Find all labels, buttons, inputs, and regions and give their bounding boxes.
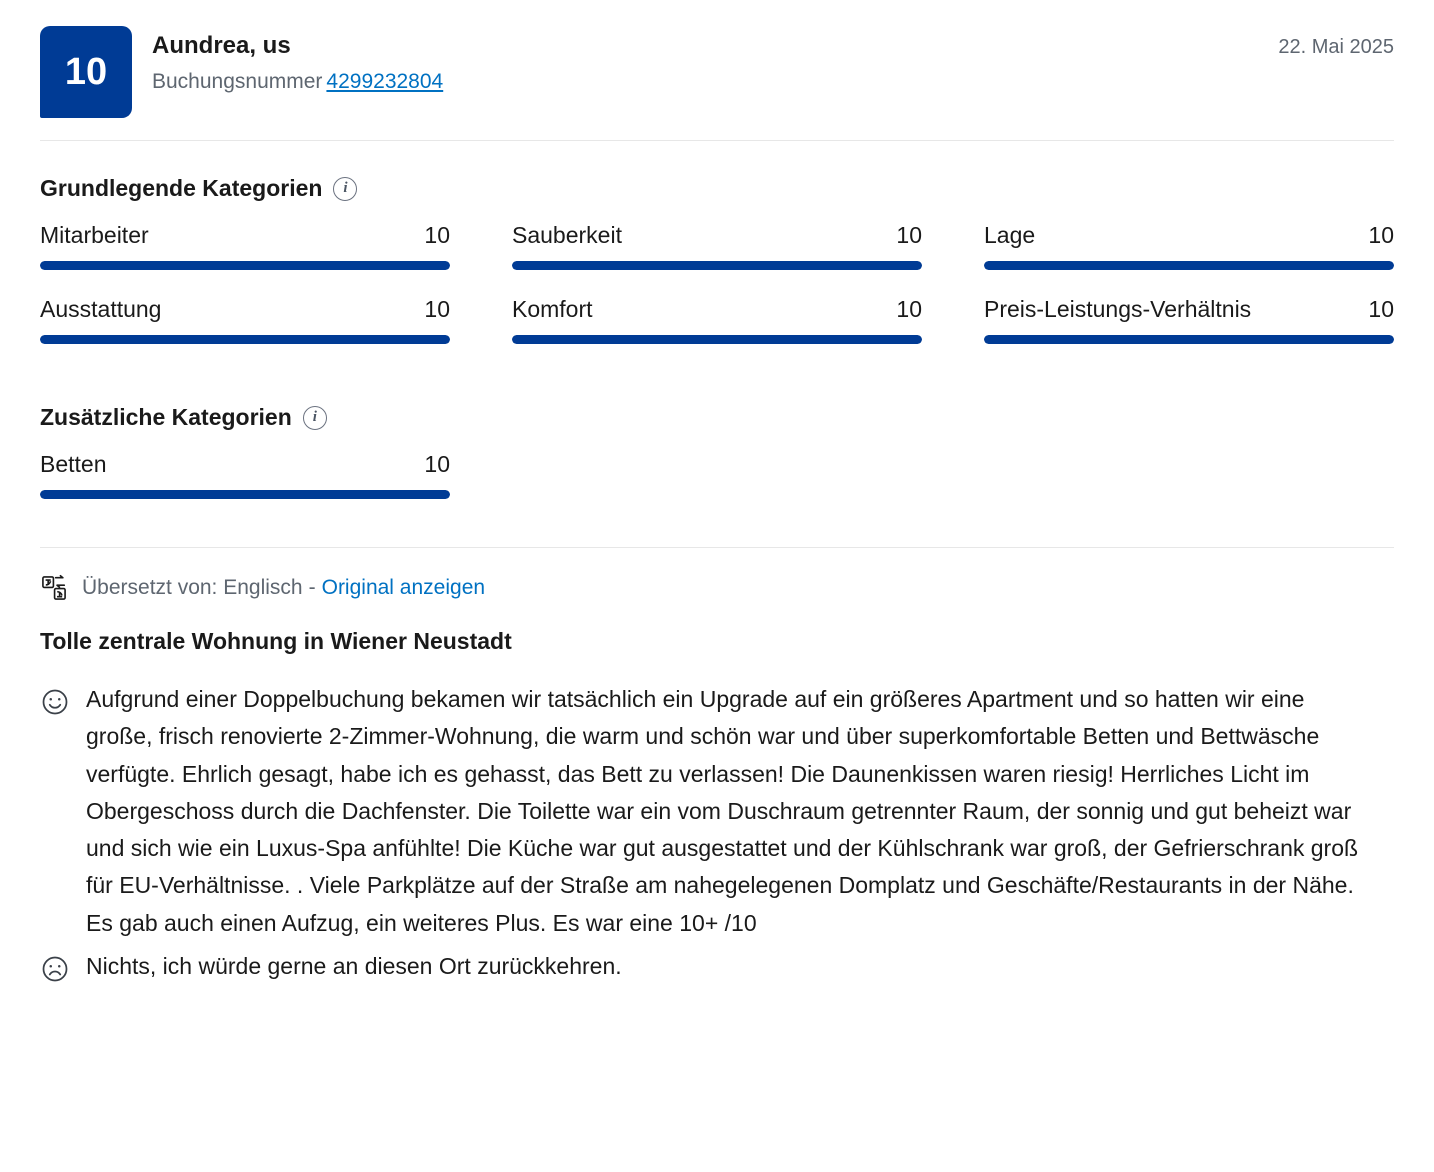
score-item xyxy=(984,296,1394,370)
score-value: 10 xyxy=(424,222,450,248)
score-bar-fill xyxy=(512,335,922,344)
score-bar-fill xyxy=(40,490,450,499)
score-value: 10 xyxy=(424,451,450,477)
review-negative-text: Nichts, ich würde gerne an diesen Ort zurückkehren. xyxy=(86,952,622,979)
score-label: Sauberkeit xyxy=(512,222,622,248)
info-icon[interactable]: i xyxy=(333,177,357,201)
booking-number-label: Buchungsnummer xyxy=(152,70,323,94)
translation-separator: - xyxy=(308,576,316,599)
review-header xyxy=(40,0,1394,140)
review-positive-text: Aufgrund einer Doppelbuchung bekamen wir tatsächlich ein Upgrade auf ein größeres Apartment und so hatten wir eine große, frisch renovierte 2-Zimmer-Wohnung, die warm und schön war und über superkomfortable Betten und Bettwäsche verfügte. Ehrlich gesagt, habe ich es gehasst, das Bett zu verlassen! Die Daunenkissen waren riesig! Herrliches Licht im Obergeschoss durch die Dachfenster. Die Toilette war ein vom Duschraum getrennter Raum, der sonnig und gut beheizt war und sich wie ein Luxus-Spa anfühlte! Die Küche war gut ausgestattet und der Kühlschrank war groß, der Gefrierschrank groß für EU-Verhältnisse. . Viele Parkplätze auf der Straße am nahegelegenen Domplatz und Geschäfte/Restaurants in der Nähe. Es gab auch einen Aufzug, ein weiteres Plus. Es war eine 10+ /10 xyxy=(86,686,1359,936)
score-item xyxy=(512,296,922,370)
score-item xyxy=(984,222,1394,296)
score-bar xyxy=(40,261,450,270)
score-item xyxy=(40,296,450,370)
frowny-face-icon xyxy=(40,954,70,984)
review-title: Tolle zentrale Wohnung in Wiener Neustadt xyxy=(40,628,512,654)
score-value: 10 xyxy=(1368,222,1394,248)
translation-row xyxy=(40,574,1394,602)
score-label: Ausstattung xyxy=(40,296,162,322)
translate-icon xyxy=(40,574,68,602)
score-label: Preis-Leistungs-Verhältnis xyxy=(984,296,1252,322)
review-score-badge: 10 xyxy=(40,26,132,118)
header-divider xyxy=(40,140,1394,141)
score-bar-fill xyxy=(40,335,450,344)
additional-categories-grid xyxy=(40,451,1394,547)
score-item xyxy=(40,222,450,296)
booking-line xyxy=(152,67,1278,96)
score-label: Lage xyxy=(984,222,1036,248)
translation-prefix: Übersetzt von: Englisch xyxy=(82,576,303,599)
basic-categories-title: Grundlegende Kategorien xyxy=(40,175,323,201)
score-label: Mitarbeiter xyxy=(40,222,149,248)
info-icon[interactable]: i xyxy=(303,406,327,430)
reviewer-name: Aundrea, us xyxy=(152,32,291,59)
score-value: 10 xyxy=(1368,296,1394,322)
score-bar xyxy=(40,490,450,499)
score-bar xyxy=(40,335,450,344)
score-bar xyxy=(512,335,922,344)
score-item xyxy=(512,222,922,296)
score-bar-fill xyxy=(40,261,450,270)
basic-categories-grid xyxy=(40,222,1394,370)
score-label: Betten xyxy=(40,451,107,477)
score-bar-fill xyxy=(984,335,1394,344)
additional-categories-title: Zusätzliche Kategorien xyxy=(40,404,292,430)
score-label: Komfort xyxy=(512,296,593,322)
score-item xyxy=(40,451,450,525)
show-original-link[interactable]: Original anzeigen xyxy=(321,576,486,599)
additional-categories-heading xyxy=(40,404,1394,431)
score-bar-fill xyxy=(984,261,1394,270)
review-date: 22. Mai 2025 xyxy=(1278,36,1394,58)
score-value: 10 xyxy=(424,296,450,322)
score-value: 10 xyxy=(896,296,922,322)
score-bar xyxy=(984,261,1394,270)
smiley-face-icon xyxy=(40,687,70,717)
reviewer-block xyxy=(152,26,1278,97)
review-positive-entry xyxy=(40,681,1394,942)
review-negative-entry xyxy=(40,948,1394,985)
basic-categories-heading xyxy=(40,175,1394,202)
score-bar-fill xyxy=(512,261,922,270)
score-bar xyxy=(984,335,1394,344)
score-bar xyxy=(512,261,922,270)
booking-number-link[interactable]: 4299232804 xyxy=(326,70,444,94)
categories-divider xyxy=(40,547,1394,548)
score-value: 10 xyxy=(896,222,922,248)
